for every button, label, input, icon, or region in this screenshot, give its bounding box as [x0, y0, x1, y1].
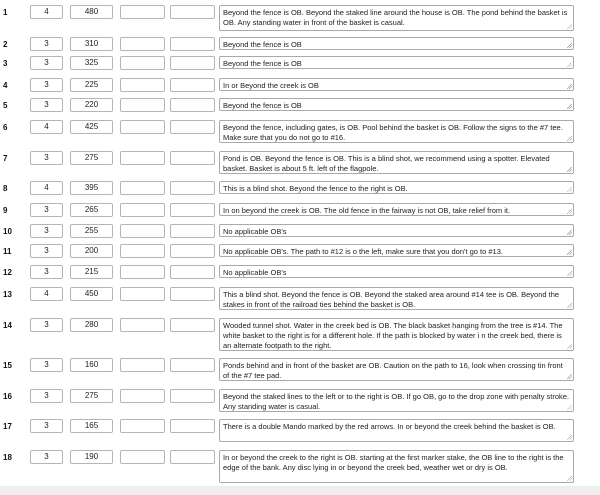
- hole-number: 3: [3, 59, 8, 68]
- extra-field-1[interactable]: [120, 287, 165, 301]
- distance-field[interactable]: 265: [70, 203, 113, 217]
- hole-number: 17: [3, 422, 12, 431]
- extra-field-1[interactable]: [120, 265, 165, 279]
- notes-textarea[interactable]: [219, 419, 574, 442]
- hole-number: 16: [3, 392, 12, 401]
- distance-field[interactable]: 220: [70, 98, 113, 112]
- par-field[interactable]: 3: [30, 450, 63, 464]
- notes-textarea[interactable]: [219, 318, 574, 351]
- distance-field[interactable]: 165: [70, 419, 113, 433]
- notes-text: In on beyond the creek is OB. The old fence in the fairway is not OB, take relief from it.: [223, 206, 511, 215]
- resize-grip-icon[interactable]: [567, 476, 572, 481]
- notes-text: Beyond the fence is OB: [223, 59, 302, 68]
- extra-field-1[interactable]: [120, 389, 165, 403]
- hole-number: 5: [3, 101, 8, 110]
- par-field[interactable]: 3: [30, 56, 63, 70]
- par-field[interactable]: 4: [30, 287, 63, 301]
- extra-field-2[interactable]: [170, 224, 215, 238]
- extra-field-1[interactable]: [120, 358, 165, 372]
- hole-row: [0, 37, 600, 51]
- extra-field-1[interactable]: [120, 203, 165, 217]
- hole-number: 15: [3, 361, 12, 370]
- notes-text: Pond is OB. Beyond the fence is OB. This is a blind shot, we recommend using a spotter. Elevated basket. Basket is about 5 ft. left of the flagpole.: [223, 154, 550, 173]
- hole-number: 13: [3, 290, 12, 299]
- notes-text: Beyond the fence is OB. Beyond the staked line around the house is OB. The pond behind the basket is OB. Any standing water in front of the basket is casual.: [223, 8, 568, 27]
- par-field[interactable]: 4: [30, 181, 63, 195]
- extra-field-1[interactable]: [120, 5, 165, 19]
- notes-textarea[interactable]: [219, 37, 574, 50]
- hole-row: [0, 244, 600, 258]
- par-field[interactable]: 3: [30, 389, 63, 403]
- hole-number: 8: [3, 184, 8, 193]
- extra-field-2[interactable]: [170, 181, 215, 195]
- extra-field-2[interactable]: [170, 37, 215, 51]
- notes-textarea[interactable]: [219, 98, 574, 111]
- par-field[interactable]: 3: [30, 358, 63, 372]
- distance-field[interactable]: 425: [70, 120, 113, 134]
- notes-text: Beyond the fence is OB: [223, 40, 302, 49]
- distance-field[interactable]: 310: [70, 37, 113, 51]
- par-field[interactable]: 3: [30, 98, 63, 112]
- extra-field-1[interactable]: [120, 318, 165, 332]
- hole-row: [0, 358, 600, 381]
- hole-row: [0, 203, 600, 217]
- notes-textarea[interactable]: [219, 389, 574, 412]
- hole-number: 2: [3, 40, 8, 49]
- hole-row: [0, 56, 600, 70]
- resize-grip-icon[interactable]: [567, 405, 572, 410]
- notes-textarea[interactable]: [219, 358, 574, 381]
- hole-row: [0, 224, 600, 238]
- par-field[interactable]: 3: [30, 78, 63, 92]
- par-field[interactable]: 3: [30, 244, 63, 258]
- extra-field-2[interactable]: [170, 450, 215, 464]
- hole-row: [0, 265, 600, 279]
- distance-field[interactable]: 225: [70, 78, 113, 92]
- hole-number: 1: [3, 8, 8, 17]
- distance-field[interactable]: 200: [70, 244, 113, 258]
- extra-field-2[interactable]: [170, 318, 215, 332]
- notes-textarea[interactable]: [219, 244, 574, 257]
- notes-text: No applicable OB's. The path to #12 is o the left, make sure that you don't go to #13.: [223, 247, 503, 256]
- notes-textarea[interactable]: [219, 265, 574, 278]
- hole-number: 4: [3, 81, 8, 90]
- extra-field-2[interactable]: [170, 151, 215, 165]
- notes-text: Ponds behind and in front of the basket are OB. Caution on the path to 16, look when crossing tin front of the #7 tee pad.: [223, 361, 563, 380]
- extra-field-2[interactable]: [170, 56, 215, 70]
- resize-grip-icon[interactable]: [567, 24, 572, 29]
- hole-row: [0, 5, 600, 31]
- notes-text: Wooded tunnel shot. Water in the creek bed is OB. The black basket hanging from the tree is #14. The white basket to the right is for a different hole. If the path is blocked by water i n the creek bed, there is an alternate footpath to the right.: [223, 321, 563, 350]
- hole-row: [0, 120, 600, 143]
- distance-field[interactable]: 215: [70, 265, 113, 279]
- notes-textarea[interactable]: [219, 151, 574, 174]
- extra-field-1[interactable]: [120, 181, 165, 195]
- distance-field[interactable]: 395: [70, 181, 113, 195]
- notes-textarea[interactable]: [219, 224, 574, 237]
- distance-field[interactable]: 480: [70, 5, 113, 19]
- hole-number: 7: [3, 154, 8, 163]
- hole-row: [0, 181, 600, 195]
- notes-textarea[interactable]: [219, 203, 574, 216]
- extra-field-1[interactable]: [120, 78, 165, 92]
- hole-number: 14: [3, 321, 12, 330]
- hole-row: [0, 389, 600, 412]
- extra-field-1[interactable]: [120, 450, 165, 464]
- par-field[interactable]: 3: [30, 151, 63, 165]
- extra-field-2[interactable]: [170, 287, 215, 301]
- resize-grip-icon[interactable]: [567, 374, 572, 379]
- notes-text: This is a blind shot. Beyond the fence to the right is OB.: [223, 184, 408, 193]
- notes-textarea[interactable]: [219, 181, 574, 194]
- par-field[interactable]: 3: [30, 318, 63, 332]
- notes-text: This a blind shot. Beyond the fence is OB. Beyond the staked area around #14 tee is OB. Beyond the stakes in front of the railroad ties behind the basket is OB.: [223, 290, 560, 309]
- hole-row: [0, 98, 600, 112]
- par-field[interactable]: 3: [30, 265, 63, 279]
- resize-grip-icon[interactable]: [567, 250, 572, 255]
- resize-grip-icon[interactable]: [567, 344, 572, 349]
- notes-text: No applicable OB's: [223, 268, 287, 277]
- extra-field-1[interactable]: [120, 120, 165, 134]
- hole-row: [0, 151, 600, 174]
- hole-row: [0, 287, 600, 310]
- distance-field[interactable]: 325: [70, 56, 113, 70]
- extra-field-1[interactable]: [120, 37, 165, 51]
- notes-textarea[interactable]: [219, 78, 574, 91]
- resize-grip-icon[interactable]: [567, 271, 572, 276]
- resize-grip-icon[interactable]: [567, 84, 572, 89]
- hole-number: 9: [3, 206, 8, 215]
- resize-grip-icon[interactable]: [567, 209, 572, 214]
- distance-field[interactable]: 450: [70, 287, 113, 301]
- extra-field-1[interactable]: [120, 98, 165, 112]
- hole-number: 11: [3, 247, 12, 256]
- notes-text: No applicable OB's: [223, 227, 287, 236]
- extra-field-1[interactable]: [120, 151, 165, 165]
- hole-number: 6: [3, 123, 8, 132]
- notes-textarea[interactable]: [219, 5, 574, 31]
- hole-number: 12: [3, 268, 12, 277]
- resize-grip-icon[interactable]: [567, 167, 572, 172]
- bottom-scrollbar[interactable]: [0, 486, 600, 495]
- resize-grip-icon[interactable]: [567, 62, 572, 67]
- notes-text: There is a double Mando marked by the red arrows. In or beyond the creek behind the basket is OB.: [223, 422, 556, 431]
- resize-grip-icon[interactable]: [567, 303, 572, 308]
- extra-field-2[interactable]: [170, 120, 215, 134]
- notes-textarea[interactable]: [219, 287, 574, 310]
- resize-grip-icon[interactable]: [567, 43, 572, 48]
- distance-field[interactable]: 190: [70, 450, 113, 464]
- notes-textarea[interactable]: [219, 120, 574, 143]
- par-field[interactable]: 3: [30, 224, 63, 238]
- notes-text: In or Beyond the creek is OB: [223, 81, 319, 90]
- extra-field-2[interactable]: [170, 78, 215, 92]
- hole-number: 18: [3, 453, 12, 462]
- extra-field-2[interactable]: [170, 244, 215, 258]
- extra-field-2[interactable]: [170, 358, 215, 372]
- resize-grip-icon[interactable]: [567, 136, 572, 141]
- extra-field-2[interactable]: [170, 265, 215, 279]
- distance-field[interactable]: 275: [70, 389, 113, 403]
- hole-row: [0, 419, 600, 442]
- distance-field[interactable]: 160: [70, 358, 113, 372]
- distance-field[interactable]: 255: [70, 224, 113, 238]
- extra-field-1[interactable]: [120, 419, 165, 433]
- notes-text: Beyond the staked lines to the left or to the right is OB. If go OB, go to the drop zone with penalty stroke. Any standing water is casual.: [223, 392, 570, 411]
- par-field[interactable]: 3: [30, 419, 63, 433]
- par-field[interactable]: 4: [30, 120, 63, 134]
- resize-grip-icon[interactable]: [567, 187, 572, 192]
- extra-field-2[interactable]: [170, 419, 215, 433]
- distance-field[interactable]: 275: [70, 151, 113, 165]
- notes-text: In or beyond the creek to the right is OB. starting at the first marker stake, the OB line to the right is the edge of the bank. Any disc lying in or beyond the creek bed, weather wet or dry is OB.: [223, 453, 564, 472]
- extra-field-2[interactable]: [170, 203, 215, 217]
- distance-field[interactable]: 280: [70, 318, 113, 332]
- hole-number: 10: [3, 227, 12, 236]
- par-field[interactable]: 4: [30, 5, 63, 19]
- hole-row: [0, 78, 600, 92]
- notes-textarea[interactable]: [219, 450, 574, 483]
- extra-field-2[interactable]: [170, 5, 215, 19]
- notes-textarea[interactable]: [219, 56, 574, 69]
- hole-row: [0, 450, 600, 483]
- extra-field-1[interactable]: [120, 244, 165, 258]
- hole-row: [0, 318, 600, 351]
- par-field[interactable]: 3: [30, 37, 63, 51]
- extra-field-2[interactable]: [170, 389, 215, 403]
- resize-grip-icon[interactable]: [567, 435, 572, 440]
- notes-text: Beyond the fence is OB: [223, 101, 302, 110]
- extra-field-2[interactable]: [170, 98, 215, 112]
- resize-grip-icon[interactable]: [567, 104, 572, 109]
- par-field[interactable]: 3: [30, 203, 63, 217]
- extra-field-1[interactable]: [120, 56, 165, 70]
- notes-text: Beyond the fence, including gates, is OB. Pool behind the basket is OB. Follow the signs to the #7 tee. Make sure that you do not go to #16.: [223, 123, 563, 142]
- resize-grip-icon[interactable]: [567, 230, 572, 235]
- extra-field-1[interactable]: [120, 224, 165, 238]
